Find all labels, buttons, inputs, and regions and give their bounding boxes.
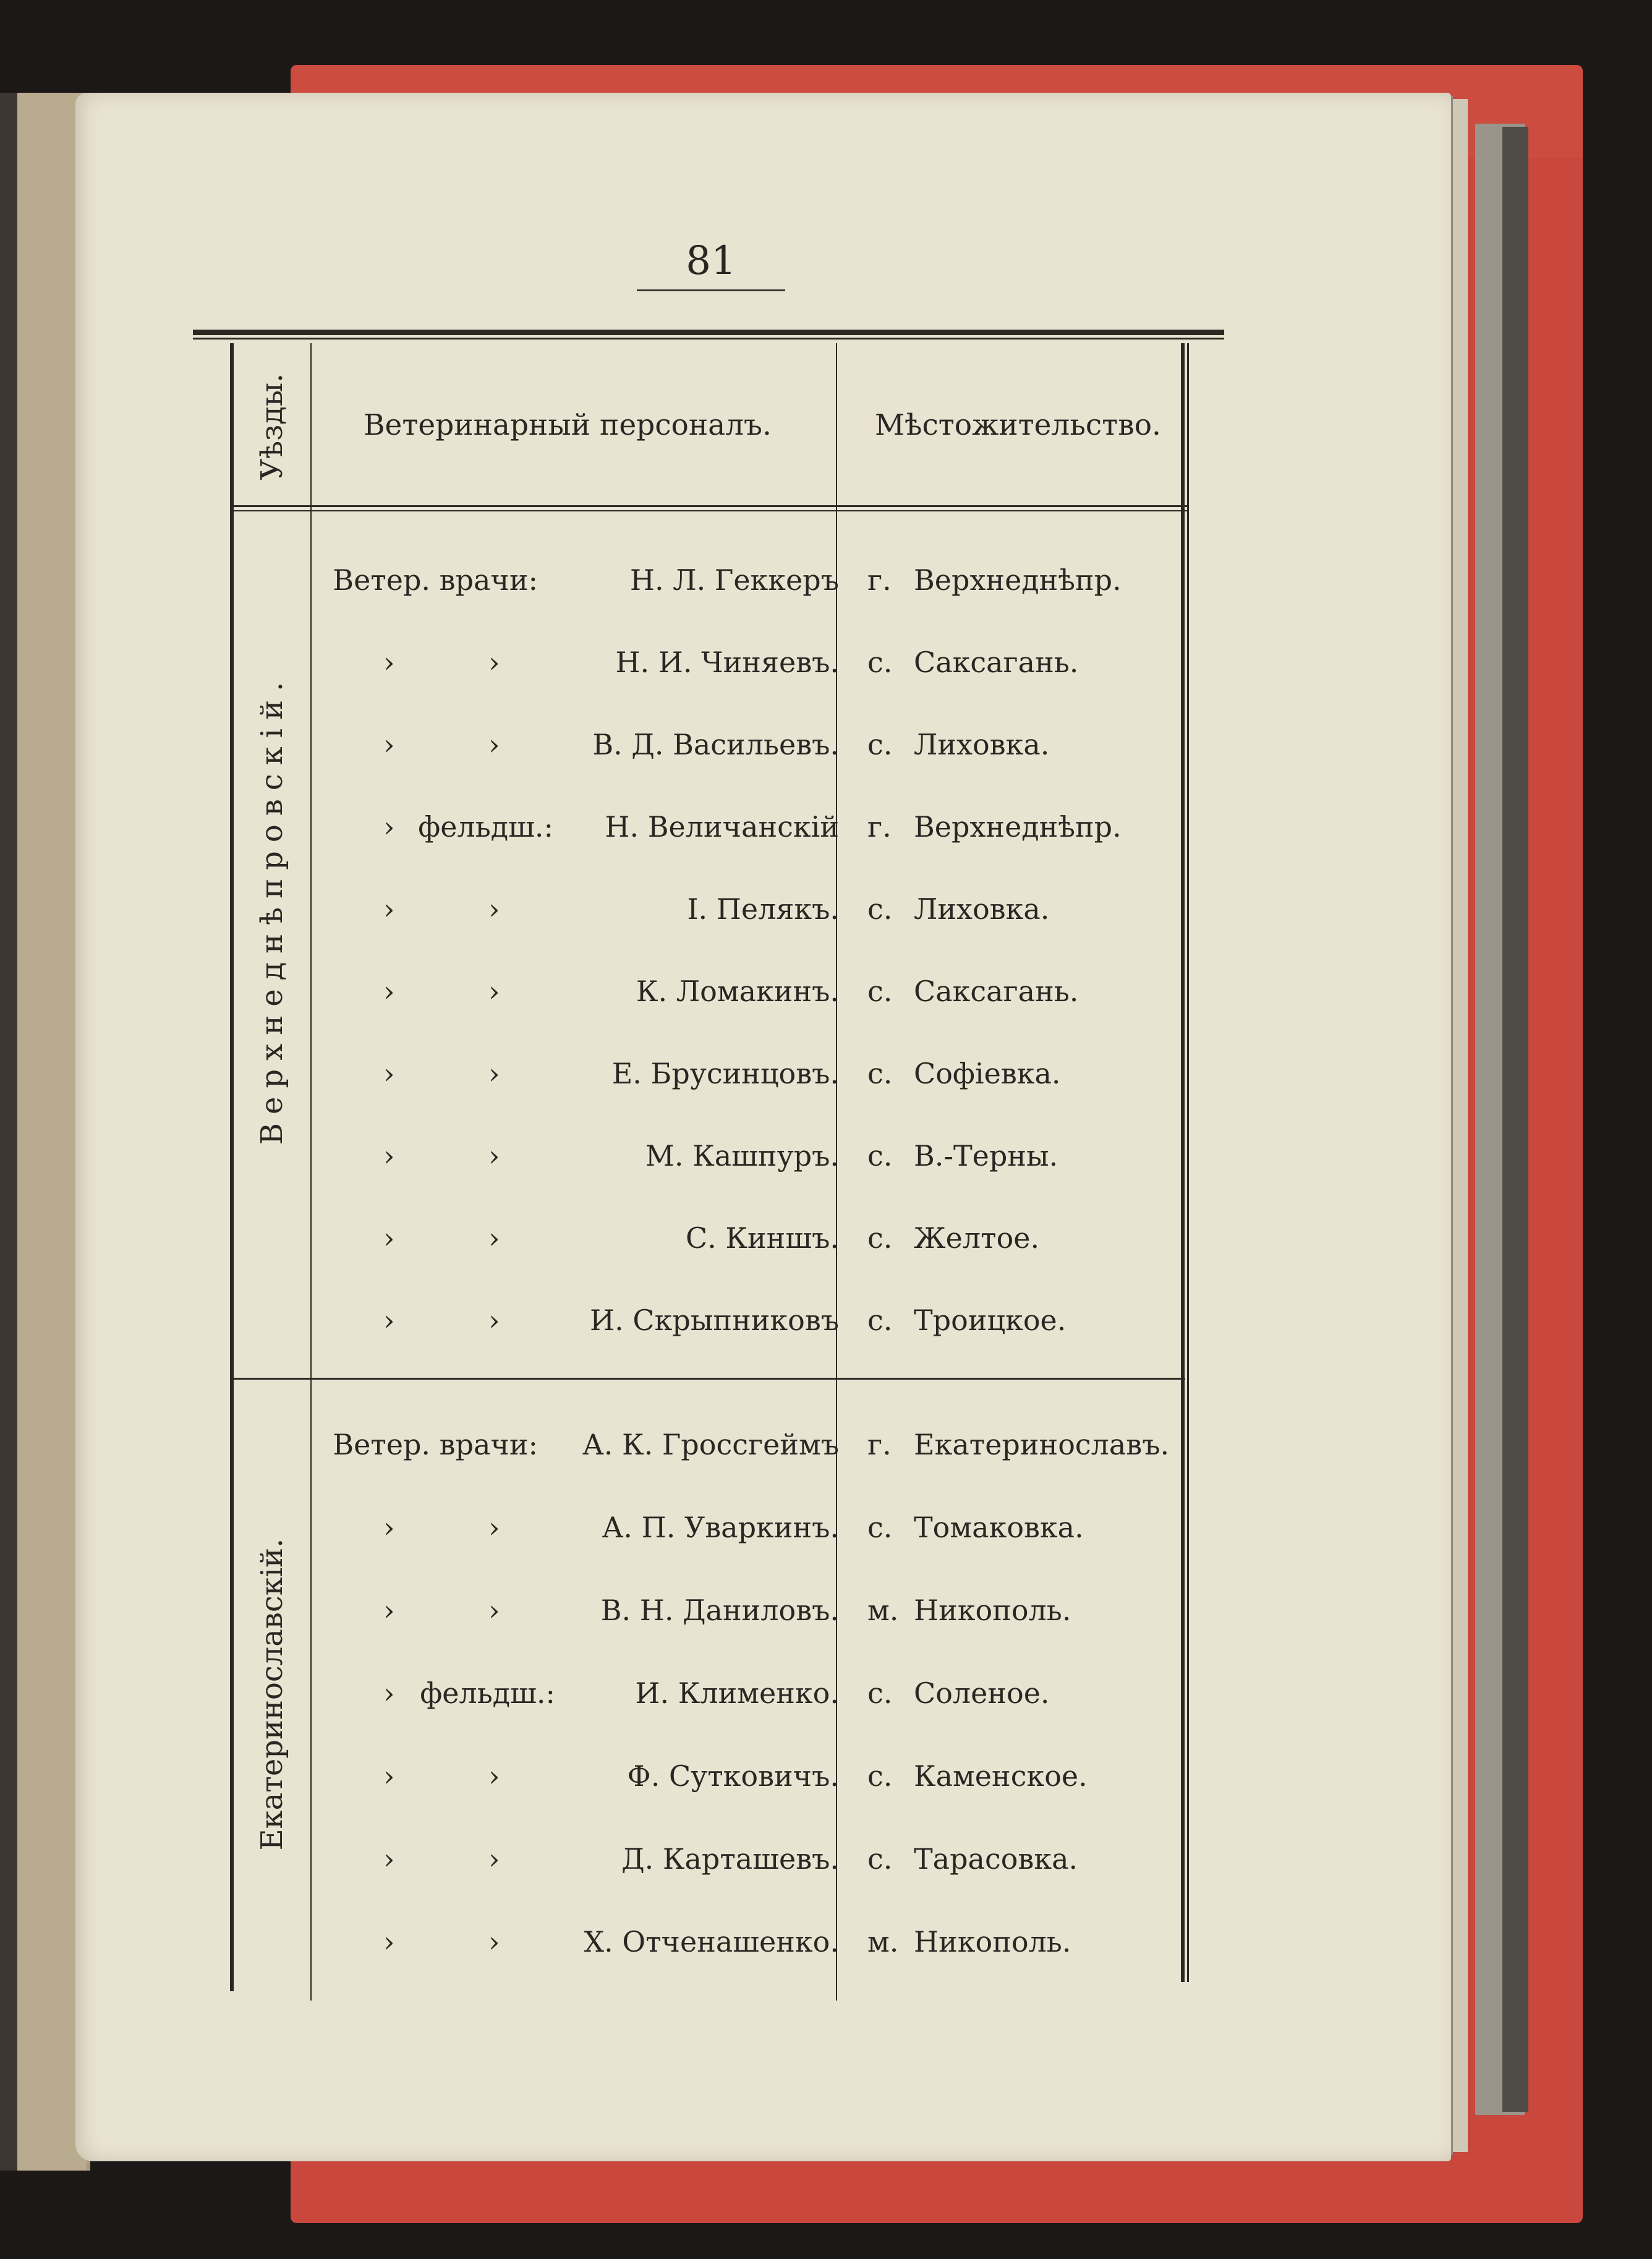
table-row (0, 884, 1652, 934)
table-row (0, 1213, 1652, 1263)
place-name: Верхнеднѣпр. (914, 810, 1122, 843)
ditto-mark: › (383, 1057, 395, 1090)
place-name: Тарасовка. (914, 1842, 1078, 1876)
ditto-mark: › (488, 1139, 500, 1172)
table-row (0, 1917, 1652, 1966)
table-row (0, 555, 1652, 605)
place-prefix: м. (867, 1925, 899, 1958)
header-rule (230, 505, 1187, 507)
ditto-mark: › (383, 1304, 395, 1337)
ditto-mark: › (488, 1759, 500, 1793)
person-name: В. Д. Васильевъ. (592, 728, 839, 761)
ditto-mark: › (488, 1842, 500, 1876)
place-prefix: с. (867, 1304, 893, 1337)
table-row (0, 720, 1652, 769)
place-name: Саксагань. (914, 975, 1079, 1008)
header-residence: Мѣстожительство. (875, 408, 1161, 442)
place-prefix: с. (867, 1221, 893, 1255)
person-name: Н. Величанскій (605, 810, 839, 843)
header-district: Уѣзды. (255, 373, 289, 480)
table-row (0, 802, 1652, 852)
table-row (0, 1420, 1652, 1469)
place-prefix: с. (867, 975, 893, 1008)
table-top-rule (193, 330, 1224, 335)
ditto-mark: › (488, 1594, 500, 1627)
ditto-mark: › (383, 728, 395, 761)
person-name: А. К. Гроссгеймъ (582, 1428, 839, 1461)
place-prefix: с. (867, 646, 893, 679)
header-rule-thin (230, 510, 1187, 511)
ditto-mark: › (383, 1925, 395, 1958)
place-name: Каменское. (914, 1759, 1088, 1793)
table-row (0, 1131, 1652, 1181)
place-prefix: г. (867, 1428, 892, 1461)
ditto-mark: › (383, 1842, 395, 1876)
place-name: Софіевка. (914, 1057, 1061, 1090)
ditto-mark: › (383, 1676, 395, 1710)
table-row (0, 967, 1652, 1016)
ditto-mark: › (383, 1759, 395, 1793)
ditto-mark: › (383, 1139, 395, 1172)
role-label: Ветер. врачи: (333, 563, 538, 597)
page-edges-shadow (1502, 127, 1528, 2112)
place-prefix: с. (867, 1057, 893, 1090)
person-name: І. Пелякъ. (687, 892, 839, 926)
place-prefix: с. (867, 1842, 893, 1876)
role-label: фельдш.: (418, 810, 553, 843)
district-label: Екатеринославскій. (255, 1538, 289, 1851)
ditto-mark: › (488, 1057, 500, 1090)
place-name: Лиховка. (914, 892, 1050, 926)
table-row (0, 1503, 1652, 1552)
place-prefix: с. (867, 728, 893, 761)
ditto-mark: › (383, 1221, 395, 1255)
person-name: И. Скрыпниковъ (590, 1304, 839, 1337)
table-row (0, 1586, 1652, 1635)
place-name: Желтое. (914, 1221, 1040, 1255)
person-name: С. Киншъ. (685, 1221, 839, 1255)
ditto-mark: › (383, 1594, 395, 1627)
ditto-mark: › (488, 1304, 500, 1337)
place-name: Никополь. (914, 1594, 1071, 1627)
person-name: Н. И. Чиняевъ. (615, 646, 839, 679)
ditto-mark: › (383, 810, 395, 843)
ditto-mark: › (488, 1221, 500, 1255)
page-number-rule (637, 289, 785, 291)
header-personnel: Ветеринарный персоналъ. (364, 408, 772, 442)
table-top-rule-thin (193, 338, 1224, 339)
person-name: К. Ломакинъ. (636, 975, 839, 1008)
table-row (0, 1296, 1652, 1345)
person-name: Х. Отченашенко. (584, 1925, 839, 1958)
table-row (0, 1751, 1652, 1801)
place-name: Соленое. (914, 1676, 1050, 1710)
ditto-mark: › (488, 892, 500, 926)
place-name: Екатеринославъ. (914, 1428, 1170, 1461)
person-name: И. Клименко. (635, 1676, 839, 1710)
table-row (0, 1049, 1652, 1098)
person-name: Е. Брусинцовъ. (611, 1057, 839, 1090)
place-prefix: с. (867, 1759, 893, 1793)
place-prefix: м. (867, 1594, 899, 1627)
person-name: Н. Л. Геккеръ (629, 563, 839, 597)
role-label: фельдш.: (420, 1676, 555, 1710)
ditto-mark: › (383, 975, 395, 1008)
table-row (0, 638, 1652, 687)
place-name: Никополь. (914, 1925, 1071, 1958)
table-row (0, 1834, 1652, 1884)
ditto-mark: › (488, 646, 500, 679)
place-name: В.-Терны. (914, 1139, 1058, 1172)
place-prefix: с. (867, 892, 893, 926)
ditto-mark: › (383, 646, 395, 679)
ditto-mark: › (488, 1511, 500, 1544)
person-name: М. Кашпуръ. (645, 1139, 839, 1172)
person-name: В. Н. Даниловъ. (600, 1594, 839, 1627)
place-name: Лиховка. (914, 728, 1050, 761)
place-name: Томаковка. (914, 1511, 1084, 1544)
district-label: Верхнеднѣпровскій. (255, 673, 289, 1145)
person-name: А. П. Уваркинъ. (602, 1511, 839, 1544)
person-name: Ф. Сутковичъ. (627, 1759, 839, 1793)
place-prefix: с. (867, 1676, 893, 1710)
place-prefix: с. (867, 1139, 893, 1172)
place-name: Верхнеднѣпр. (914, 563, 1122, 597)
role-label: Ветер. врачи: (333, 1428, 538, 1461)
ditto-mark: › (488, 728, 500, 761)
place-prefix: г. (867, 563, 892, 597)
ditto-mark: › (383, 892, 395, 926)
ditto-mark: › (383, 1511, 395, 1544)
ditto-mark: › (488, 975, 500, 1008)
page-number: 81 (686, 238, 736, 284)
place-name: Троицкое. (914, 1304, 1067, 1337)
place-prefix: г. (867, 810, 892, 843)
section-divider (230, 1378, 1185, 1380)
place-name: Саксагань. (914, 646, 1079, 679)
place-prefix: с. (867, 1511, 893, 1544)
table-row (0, 1668, 1652, 1718)
ditto-mark: › (488, 1925, 500, 1958)
person-name: Д. Карташевъ. (621, 1842, 839, 1876)
